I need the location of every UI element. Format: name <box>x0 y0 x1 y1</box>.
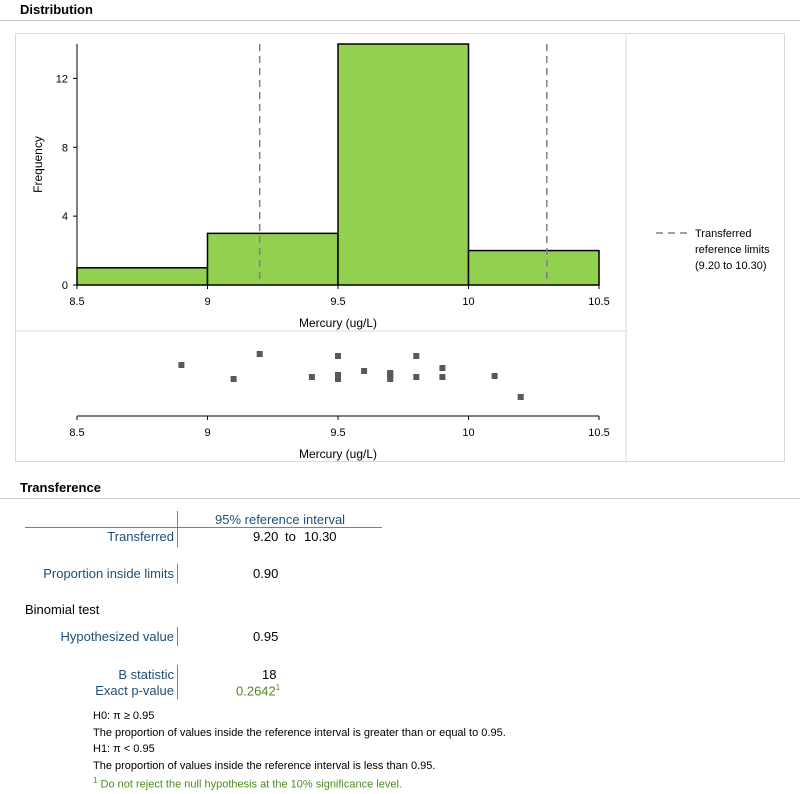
footnote <box>93 776 402 791</box>
x-axis-label: Mercury (ug/L) <box>298 316 378 330</box>
statistics-divider <box>177 665 178 699</box>
strip-point-9 <box>361 368 367 374</box>
strip-x-tick-label-1: 9 <box>204 427 211 439</box>
strip-plot <box>69 351 609 461</box>
footnote-text: Do not reject the null hypothesis at the 10% significance level. <box>100 778 402 791</box>
p-value-label: Exact p-value <box>95 683 174 698</box>
strip-point-18 <box>492 373 498 379</box>
binomial-heading: Binomial test <box>25 602 100 617</box>
strip-point-4 <box>309 374 315 380</box>
histogram-bar-3 <box>338 44 469 285</box>
hypothesized-value: 0.95 <box>253 629 279 644</box>
transferred-high: 10.30 <box>304 529 337 544</box>
transference-title: Transference <box>20 480 101 495</box>
legend-label-line-3: (9.20 to 10.30) <box>695 260 767 272</box>
x-tick-label-3: 10 <box>462 296 475 308</box>
y-tick-label-0: 0 <box>61 280 68 292</box>
strip-x-tick-label-0: 8.5 <box>69 427 85 439</box>
h1-text: The proportion of values inside the reference interval is less than 0.95. <box>93 760 436 772</box>
hypothesized-label: Hypothesized value <box>60 629 174 644</box>
strip-point-15 <box>413 374 419 380</box>
histogram-bar-2 <box>208 233 339 285</box>
strip-point-13 <box>387 370 393 376</box>
x-tick-label-1: 9 <box>204 296 211 308</box>
distribution-title: Distribution <box>20 2 93 17</box>
legend-label-line-1: Transferred <box>695 228 752 240</box>
x-tick-label-2: 9.5 <box>330 296 346 308</box>
p-value <box>236 683 280 698</box>
transferred-low: 9.20 <box>253 529 279 544</box>
histogram <box>31 44 610 330</box>
strip-point-5 <box>335 353 341 359</box>
strip-point-1 <box>178 362 184 368</box>
proportion-label: Proportion inside limits <box>43 566 174 581</box>
proportion-value: 0.90 <box>253 566 279 581</box>
distribution-rule <box>0 20 800 21</box>
h1-line: H1: π < 0.95 <box>93 743 155 755</box>
b-statistic-value: 18 <box>262 667 277 682</box>
footnote-mark: 1 <box>93 776 98 785</box>
transferred-to: to <box>285 529 296 544</box>
legend-label-line-2: reference limits <box>695 244 770 256</box>
interval-header: 95% reference interval <box>215 512 346 527</box>
strip-x-tick-label-2: 9.5 <box>330 427 346 439</box>
p-value-footnote-mark: 1 <box>275 683 281 692</box>
y-axis-label: Frequency <box>31 136 45 193</box>
y-tick-label-1: 4 <box>61 211 68 224</box>
y-tick-label-2: 8 <box>61 142 68 155</box>
strip-point-14 <box>413 353 419 359</box>
chart-frame <box>15 33 785 462</box>
table-divider <box>177 511 178 547</box>
distribution-chart <box>16 34 786 463</box>
proportion-divider <box>177 564 178 583</box>
hypothesized-divider <box>177 627 178 646</box>
strip-x-tick-label-3: 10 <box>462 427 475 439</box>
histogram-bar-4 <box>469 251 600 285</box>
strip-point-19 <box>518 394 524 400</box>
table-top-rule <box>25 527 382 528</box>
transferred-label: Transferred <box>107 529 174 544</box>
strip-point-2 <box>231 376 237 382</box>
p-value-number: 0.2642 <box>236 683 276 699</box>
x-tick-label-0: 8.5 <box>69 296 85 308</box>
strip-x-tick-label-4: 10.5 <box>588 427 610 439</box>
strip-point-12 <box>387 376 393 382</box>
y-tick-label-3: 12 <box>55 73 68 86</box>
strip-point-17 <box>439 374 445 380</box>
b-statistic-label: B statistic <box>118 667 174 682</box>
strip-point-8 <box>335 376 341 382</box>
legend <box>656 228 770 272</box>
h0-text: The proportion of values inside the reference interval is greater than or equal to 0.95. <box>93 727 506 739</box>
strip-point-16 <box>439 365 445 371</box>
strip-x-axis-label: Mercury (ug/L) <box>298 447 378 461</box>
transference-rule <box>0 498 800 499</box>
strip-point-3 <box>257 351 263 357</box>
histogram-bar-1 <box>77 268 208 285</box>
x-tick-label-4: 10.5 <box>588 296 610 308</box>
h0-line: H0: π ≥ 0.95 <box>93 710 155 722</box>
